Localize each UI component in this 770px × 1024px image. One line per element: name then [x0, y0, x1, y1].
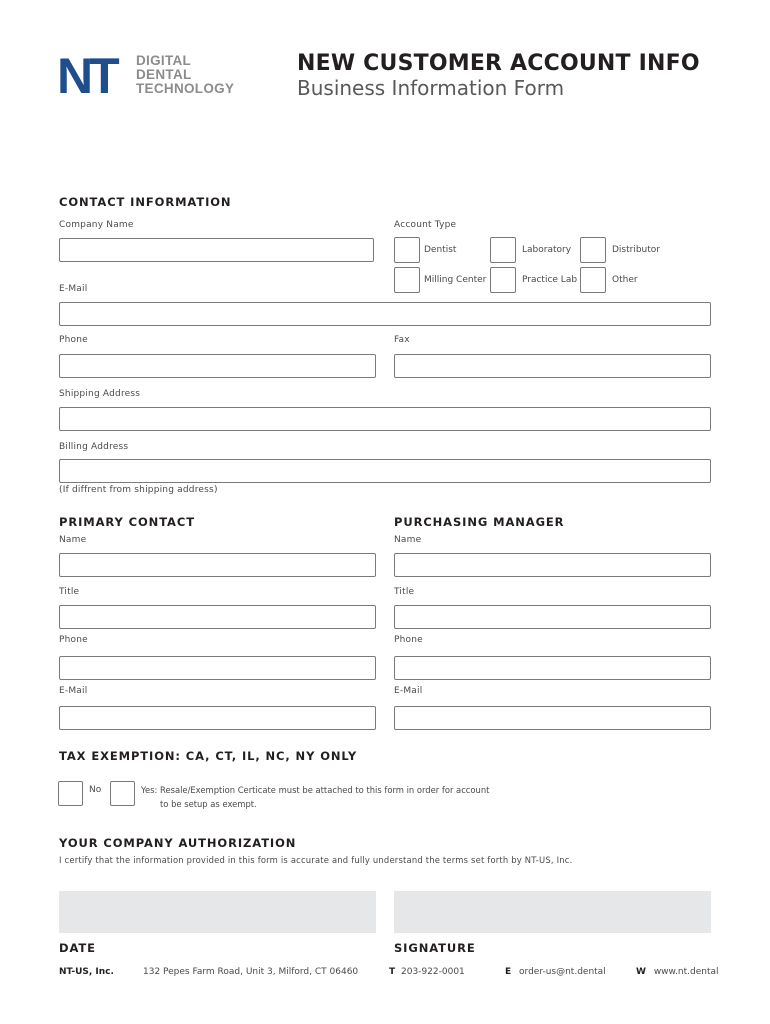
- primary-title-label: Title: [59, 587, 80, 597]
- footer-website-url[interactable]: www.nt.dental: [653, 967, 719, 977]
- authorization-statement: I certify that the information provided in this form is accurate and fully understand the terms set forth by NT-US, Inc.: [59, 855, 573, 865]
- footer-website: [636, 967, 719, 977]
- account-type-practice-lab-checkbox[interactable]: [490, 267, 516, 293]
- primary-email-label: E-Mail: [59, 686, 88, 696]
- footer-email: [505, 967, 606, 977]
- page-title: NEW CUSTOMER ACCOUNT INFO: [297, 51, 700, 76]
- account-type-dentist-checkbox[interactable]: [394, 237, 420, 263]
- account-type-label: Account Type: [394, 220, 457, 230]
- date-field[interactable]: [59, 891, 376, 933]
- logo: [57, 48, 252, 104]
- purchasing-phone-field[interactable]: [394, 656, 711, 680]
- account-type-other-label: Other: [612, 275, 638, 285]
- purchasing-email-field[interactable]: [394, 706, 711, 730]
- email-label: E-Mail: [59, 284, 88, 294]
- shipping-address-label: Shipping Address: [59, 389, 141, 399]
- footer-email-label: E: [505, 967, 512, 977]
- signature-field[interactable]: [394, 891, 711, 933]
- shipping-address-field[interactable]: [59, 407, 711, 431]
- account-type-dentist-label: Dentist: [424, 245, 457, 255]
- primary-title-field[interactable]: [59, 605, 376, 629]
- tax-exempt-no-checkbox[interactable]: [58, 781, 83, 806]
- account-type-other-checkbox[interactable]: [580, 267, 606, 293]
- primary-phone-label: Phone: [59, 635, 88, 645]
- tax-exempt-yes-note: to be setup as exempt.: [160, 799, 257, 809]
- purchasing-name-label: Name: [394, 535, 422, 545]
- footer-address: 132 Pepes Farm Road, Unit 3, Milford, CT 06460: [143, 967, 359, 977]
- primary-name-field[interactable]: [59, 553, 376, 577]
- tax-exempt-yes-checkbox[interactable]: [110, 781, 135, 806]
- primary-email-field[interactable]: [59, 706, 376, 730]
- purchasing-phone-label: Phone: [394, 635, 423, 645]
- account-type-distributor-label: Distributor: [612, 245, 661, 255]
- footer-email-address[interactable]: order-us@nt.dental: [519, 967, 606, 977]
- account-type-distributor-checkbox[interactable]: [580, 237, 606, 263]
- footer-phone: [389, 967, 465, 977]
- primary-contact-heading: PRIMARY CONTACT: [59, 515, 195, 529]
- account-type-laboratory-label: Laboratory: [522, 245, 572, 255]
- purchasing-title-field[interactable]: [394, 605, 711, 629]
- purchasing-email-label: E-Mail: [394, 686, 423, 696]
- billing-address-field[interactable]: [59, 459, 711, 483]
- account-type-milling-center-label: Milling Center: [424, 275, 487, 285]
- signature-label: SIGNATURE: [394, 941, 476, 955]
- logo-mark: NT: [57, 48, 116, 104]
- tax-exemption-heading: TAX EXEMPTION: CA, CT, IL, NC, NY ONLY: [59, 749, 358, 763]
- date-label: DATE: [59, 941, 96, 955]
- footer-company: NT-US, Inc.: [59, 967, 114, 977]
- company-name-label: Company Name: [59, 220, 134, 230]
- phone-label: Phone: [59, 335, 88, 345]
- email-field[interactable]: [59, 302, 711, 326]
- logo-text-line-2: DENTAL: [136, 67, 192, 82]
- logo-text-line-3: TECHNOLOGY: [136, 81, 235, 96]
- contact-information-heading: CONTACT INFORMATION: [59, 195, 232, 209]
- primary-phone-field[interactable]: [59, 656, 376, 680]
- footer-phone-label: T: [389, 967, 396, 977]
- account-type-laboratory-checkbox[interactable]: [490, 237, 516, 263]
- footer-phone-number: 203-922-0001: [401, 967, 465, 977]
- account-type-milling-center-checkbox[interactable]: [394, 267, 420, 293]
- phone-field[interactable]: [59, 354, 376, 378]
- footer-website-label: W: [636, 967, 646, 977]
- billing-address-label: Billing Address: [59, 442, 129, 452]
- logo-text-line-1: DIGITAL: [136, 53, 192, 68]
- purchasing-title-label: Title: [394, 587, 415, 597]
- fax-field[interactable]: [394, 354, 711, 378]
- authorization-heading: YOUR COMPANY AUTHORIZATION: [59, 836, 297, 850]
- primary-name-label: Name: [59, 535, 87, 545]
- tax-exempt-yes-label: Yes: Resale/Exemption Certicate must be attached to this form in order for account: [141, 785, 490, 795]
- page-subtitle: Business Information Form: [297, 76, 565, 100]
- company-name-field[interactable]: [59, 238, 374, 262]
- account-type-practice-lab-label: Practice Lab: [522, 275, 578, 285]
- purchasing-manager-heading: PURCHASING MANAGER: [394, 515, 565, 529]
- billing-address-note: (If diffrent from shipping address): [59, 485, 218, 495]
- tax-exempt-no-label: No: [89, 785, 102, 795]
- fax-label: Fax: [394, 335, 410, 345]
- purchasing-name-field[interactable]: [394, 553, 711, 577]
